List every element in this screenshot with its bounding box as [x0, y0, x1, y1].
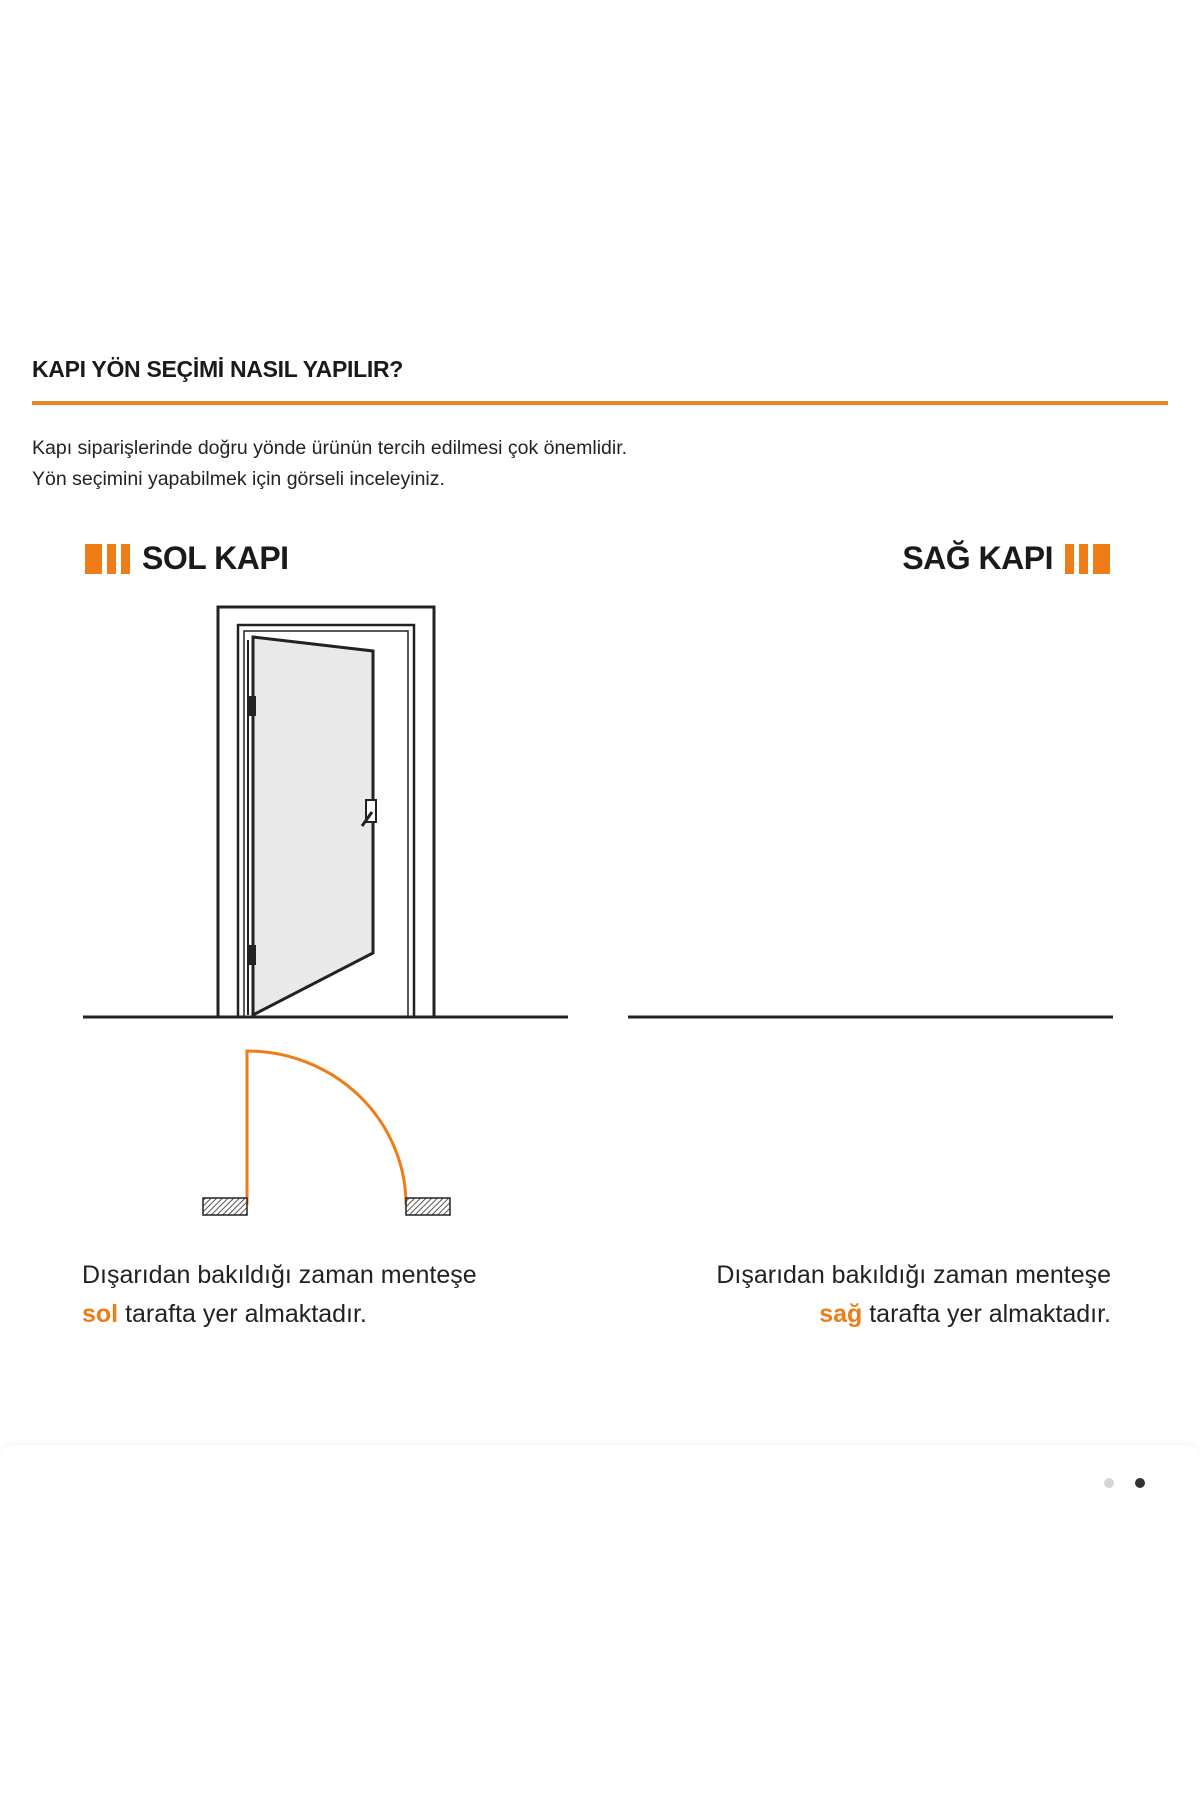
left-door-illustration — [203, 607, 450, 1215]
intro-line-2: Yön seçimini yapabilmek için görseli inceleyiniz. — [32, 468, 445, 490]
left-door-heading — [85, 540, 289, 577]
left-door-title: SOL KAPI — [142, 540, 289, 576]
carousel-dot-2-active[interactable] — [1135, 1478, 1145, 1488]
left-highlight: sol — [82, 1300, 119, 1328]
left-caption — [82, 1256, 477, 1334]
door-diagrams — [0, 590, 1200, 1230]
left-caption-rest: tarafta yer almaktadır. — [118, 1300, 367, 1328]
orange-divider — [32, 401, 1168, 405]
stripes-icon — [1065, 544, 1110, 574]
stripes-icon — [85, 544, 130, 574]
right-door-heading — [902, 540, 1110, 577]
right-caption — [716, 1256, 1111, 1334]
left-caption-line: Dışarıdan bakıldığı zaman menteşe — [82, 1261, 477, 1289]
intro-line-1: Kapı siparişlerinde doğru yönde ürünün tercih edilmesi çok önemlidir. — [32, 437, 628, 459]
carousel-dot-1[interactable] — [1104, 1478, 1114, 1488]
right-highlight: sağ — [819, 1300, 863, 1328]
bottom-panel — [0, 1445, 1200, 1800]
page-title: KAPI YÖN SEÇİMİ NASIL YAPILIR? — [32, 356, 404, 382]
right-door-title: SAĞ KAPI — [902, 540, 1053, 576]
right-caption-rest: tarafta yer almaktadır. — [862, 1300, 1111, 1328]
right-caption-line: Dışarıdan bakıldığı zaman menteşe — [716, 1261, 1111, 1289]
